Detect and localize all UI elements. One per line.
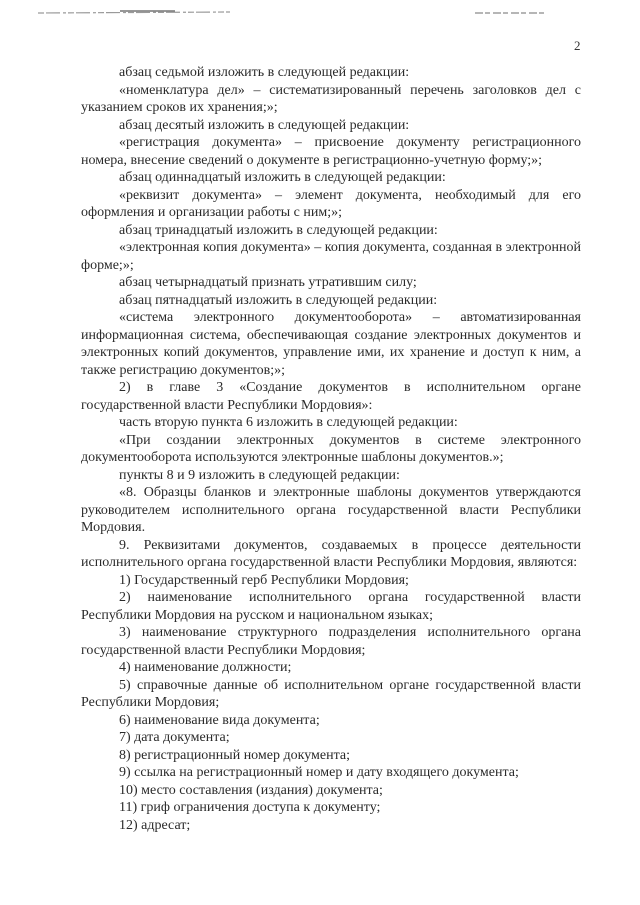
paragraph: абзац четырнадцатый признать утратившим силу; — [119, 275, 417, 290]
paragraph: «система электронного документооборота» – автоматизированная информационная система, обеспечивающая создание электронных документов и электронных копий документов, управление ими, их хранение и доступ к ним, а также регистрацию документов;»; — [81, 310, 581, 378]
paragraph: «При создании электронных документов в системе электронного документооборота используются электронные шаблоны документов.»; — [81, 432, 581, 465]
page-number: 2 — [574, 38, 581, 53]
list-item: 1) Государственный герб Республики Мордовия; — [119, 572, 409, 588]
document-body — [81, 64, 581, 834]
paragraph: абзац пятнадцатый изложить в следующей редакции: — [119, 292, 438, 308]
paragraph: абзац одиннадцатый изложить в следующей редакции: — [119, 170, 446, 185]
list-item: 6) наименование вида документа; — [119, 712, 320, 728]
list-item: 9) ссылка на регистрационный номер и дату входящего документа; — [119, 765, 519, 780]
paragraph: 9. Реквизитами документов, создаваемых в процессе деятельности исполнительного органа государственной власти Республики Мордовия, являются: — [81, 537, 581, 570]
list-item: 7) дата документа; — [119, 730, 230, 745]
list-item: 5) справочные данные об исполнительном органе государственной власти Республики Мордовия; — [81, 677, 581, 710]
list-item: 10) место составления (издания) документа; — [119, 782, 383, 798]
scan-artifact-strip — [0, 8, 640, 18]
paragraph: абзац десятый изложить в следующей редакции: — [119, 117, 410, 133]
paragraph: пункты 8 и 9 изложить в следующей редакции: — [119, 467, 400, 483]
paragraph: часть вторую пункта 6 изложить в следующей редакции: — [119, 415, 458, 430]
list-item: 8) регистрационный номер документа; — [119, 747, 350, 763]
paragraph: абзац седьмой изложить в следующей редакции: — [119, 65, 410, 80]
list-item: 2) наименование исполнительного органа государственной власти Республики Мордовия на русском и национальном языках; — [81, 590, 581, 623]
paragraph: «8. Образцы бланков и электронные шаблоны документов утверждаются руководителем исполнительного органа государственной власти Республики Мордовия. — [81, 485, 581, 535]
paragraph: «реквизит документа» – элемент документа, необходимый для его оформления и организации работы с ним;»; — [81, 187, 581, 220]
list-item: 12) адресат; — [119, 817, 191, 833]
list-item: 3) наименование структурного подразделения исполнительного органа государственной власти Республики Мордовия; — [81, 625, 581, 658]
paragraph: 2) в главе 3 «Создание документов в исполнительном органе государственной власти Республики Мордовия»: — [81, 380, 581, 413]
paragraph: «регистрация документа» – присвоение документу регистрационного номера, внесение сведений о документе в регистрационно-учетную форму;»; — [81, 135, 581, 168]
paragraph: «электронная копия документа» – копия документа, созданная в электронной форме;»; — [81, 240, 581, 273]
list-item: 4) наименование должности; — [119, 660, 292, 675]
paragraph: «номенклатура дел» – систематизированный перечень заголовков дел с указанием сроков их хранения;»; — [81, 82, 581, 115]
paragraph: абзац тринадцатый изложить в следующей редакции: — [119, 222, 438, 238]
list-item: 11) гриф ограничения доступа к документу; — [119, 800, 381, 815]
